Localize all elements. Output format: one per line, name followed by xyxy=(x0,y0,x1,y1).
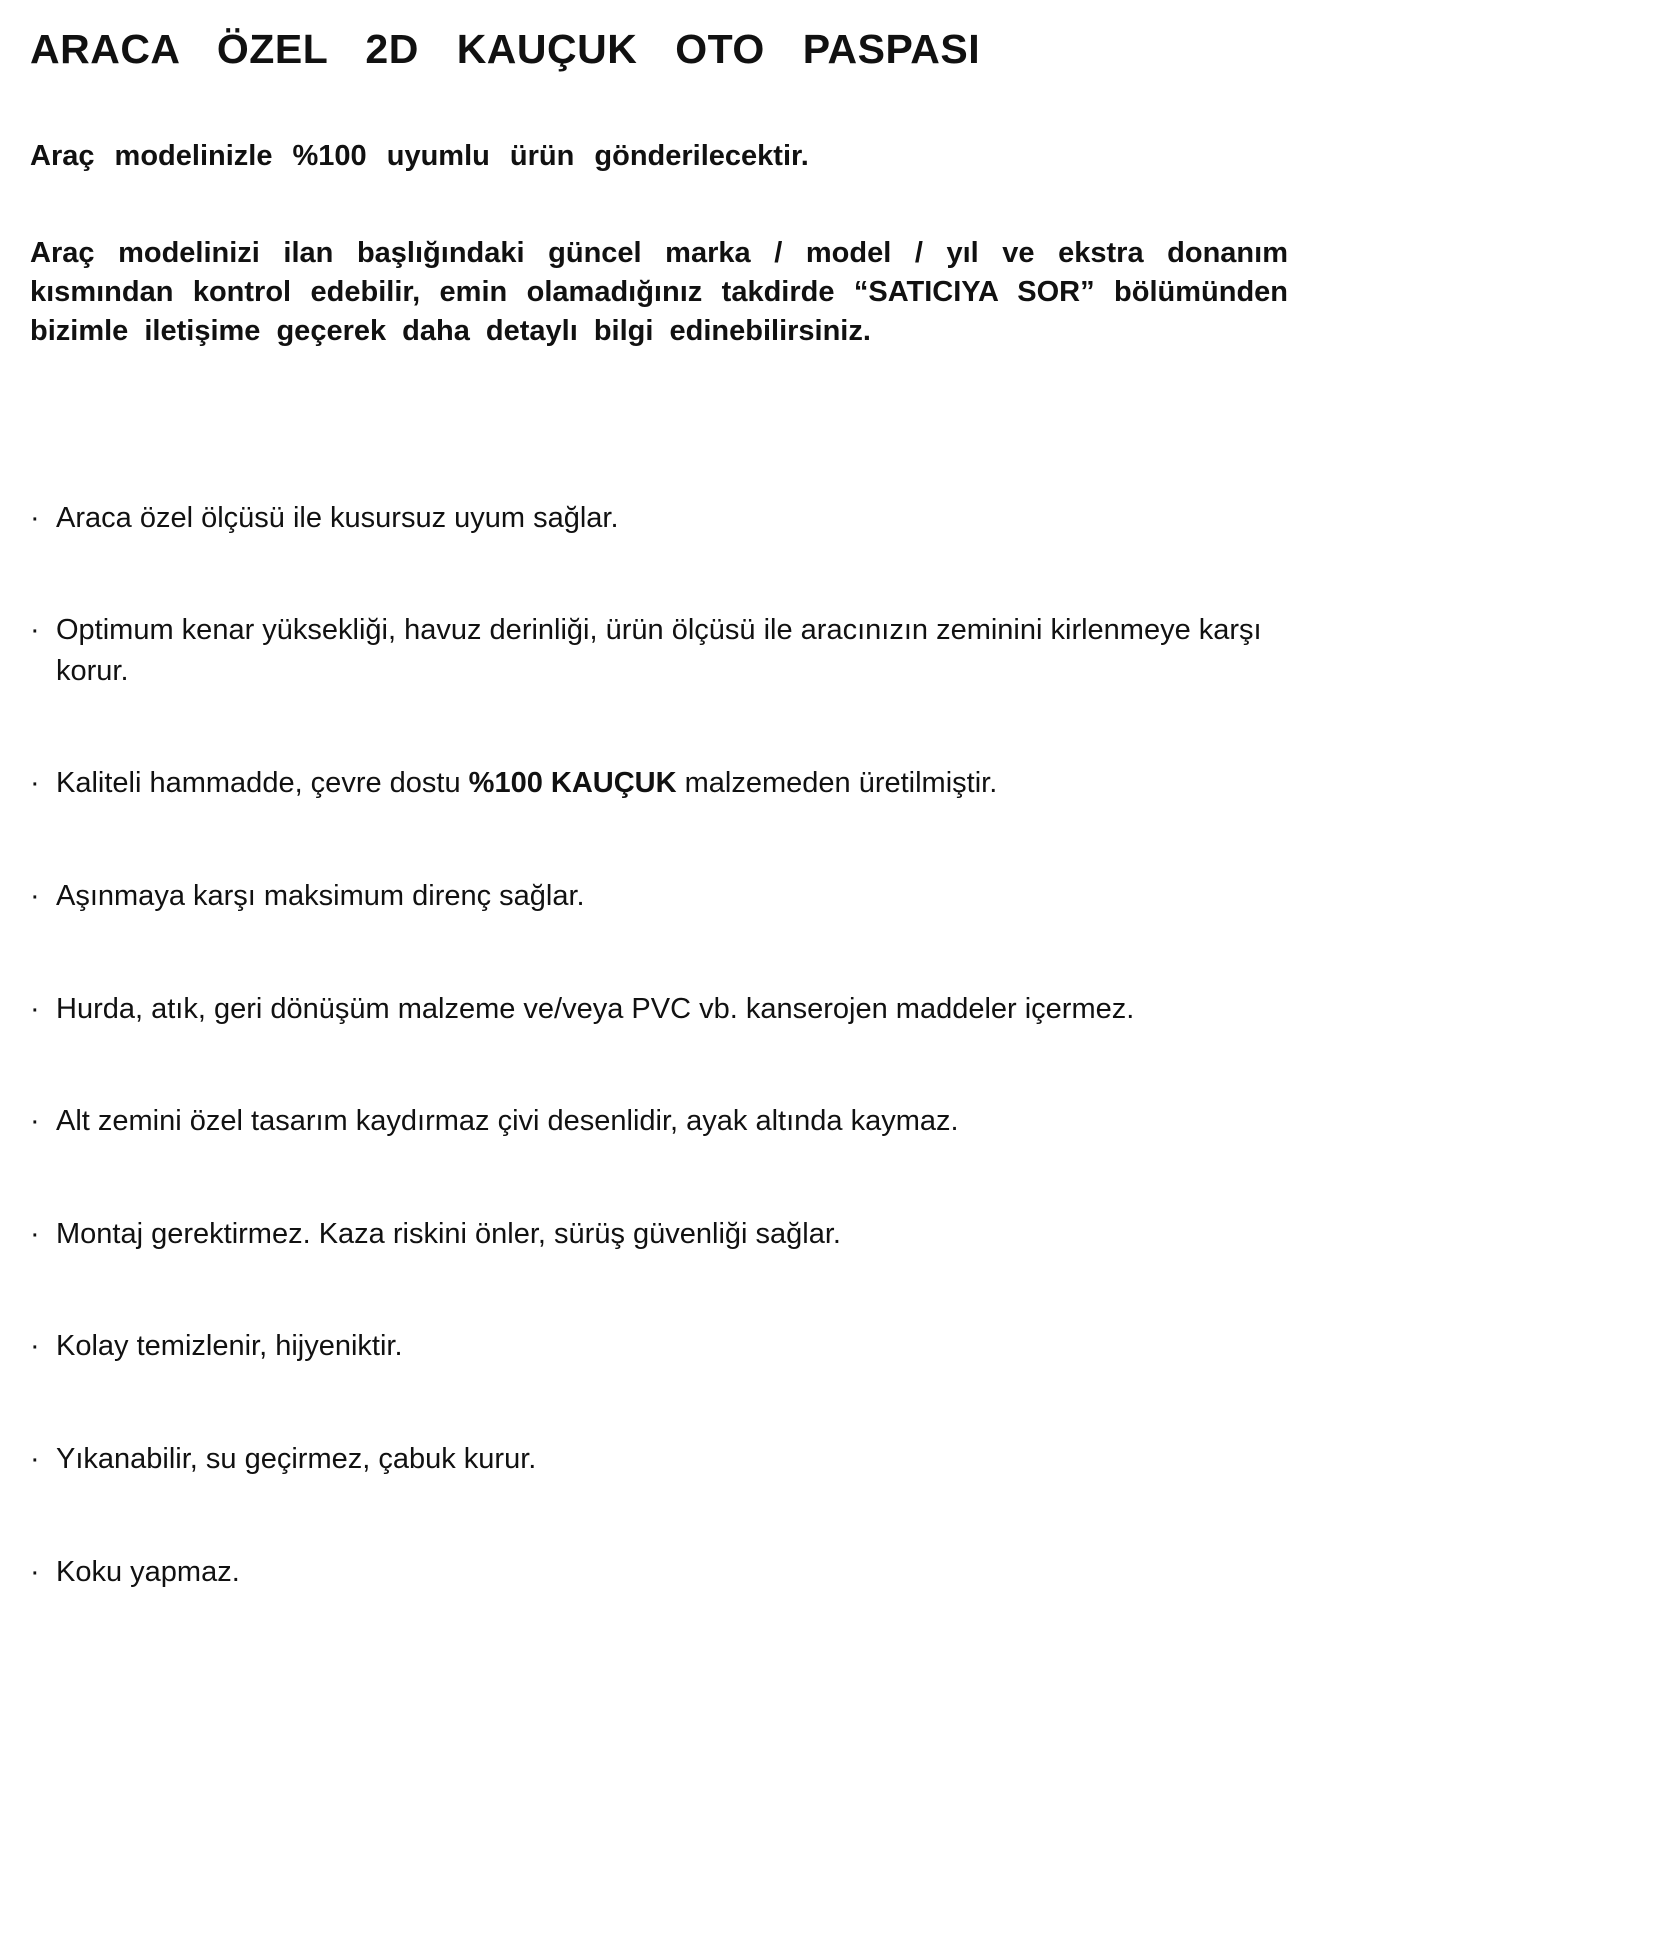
list-item xyxy=(30,498,1330,539)
list-item-text: Alt zemini özel tasarım kaydırmaz çivi desenlidir, ayak altında kaymaz. xyxy=(56,1105,959,1138)
list-item xyxy=(30,876,1330,917)
list-item xyxy=(30,1101,1330,1142)
list-item-text: Araca özel ölçüsü ile kusursuz uyum sağlar. xyxy=(56,501,619,534)
list-item-text-post: malzemeden üretilmiştir. xyxy=(676,767,998,800)
list-item-text xyxy=(56,763,1330,804)
bullet-icon: · xyxy=(30,501,40,534)
list-item-text: Montaj gerektirmez. Kaza riskini önler, sürüş güvenliği sağlar. xyxy=(56,1217,841,1250)
list-item-text-pre: Kaliteli hammadde, çevre dostu xyxy=(56,767,469,800)
bullet-icon: · xyxy=(30,1105,40,1138)
bullet-icon: · xyxy=(30,992,40,1025)
list-item xyxy=(30,989,1330,1030)
bullet-icon: · xyxy=(30,1217,40,1250)
page-title: ARACA ÖZEL 2D KAUÇUK OTO PASPASI xyxy=(30,26,981,72)
bullet-icon: · xyxy=(30,1330,40,1363)
feature-list xyxy=(30,498,1330,1593)
list-item-text: Kolay temizlenir, hijyeniktir. xyxy=(56,1330,403,1363)
list-item xyxy=(30,1214,1330,1255)
bullet-icon: · xyxy=(30,879,40,912)
list-item-text: Yıkanabilir, su geçirmez, çabuk kurur. xyxy=(56,1442,537,1475)
list-item xyxy=(30,1439,1330,1480)
list-item-text: Optimum kenar yüksekliği, havuz derinliği, ürün ölçüsü ile aracınızın zeminini kirlenmeye karşı korur. xyxy=(56,614,1262,687)
list-item-text-bold: %100 KAUÇUK xyxy=(468,767,677,800)
bullet-icon: · xyxy=(30,767,40,800)
intro-paragraph-compatibility: Araç modelinizle %100 uyumlu ürün gönderilecektir. xyxy=(30,140,809,172)
bullet-icon: · xyxy=(30,1442,40,1475)
list-item xyxy=(30,610,1330,691)
list-item xyxy=(30,1552,1330,1593)
list-item xyxy=(30,1326,1330,1367)
list-item xyxy=(30,763,1330,804)
bullet-icon: · xyxy=(30,1555,40,1588)
list-item-text: Koku yapmaz. xyxy=(56,1555,240,1588)
bullet-icon: · xyxy=(30,614,40,647)
list-item-text: Hurda, atık, geri dönüşüm malzeme ve/veya PVC vb. kanserojen maddeler içermez. xyxy=(56,992,1135,1025)
list-item-text: Aşınmaya karşı maksimum direnç sağlar. xyxy=(56,879,585,912)
intro-paragraph-model-check: Araç modelinizi ilan başlığındaki güncel marka / model / yıl ve ekstra donanım kısmından kontrol edebilir, emin olamadığınız takdirde “SATICIYA SOR” bölümünden bizimle iletişime geçerek daha detaylı bilgi edinebilirsiniz. xyxy=(30,237,1288,348)
